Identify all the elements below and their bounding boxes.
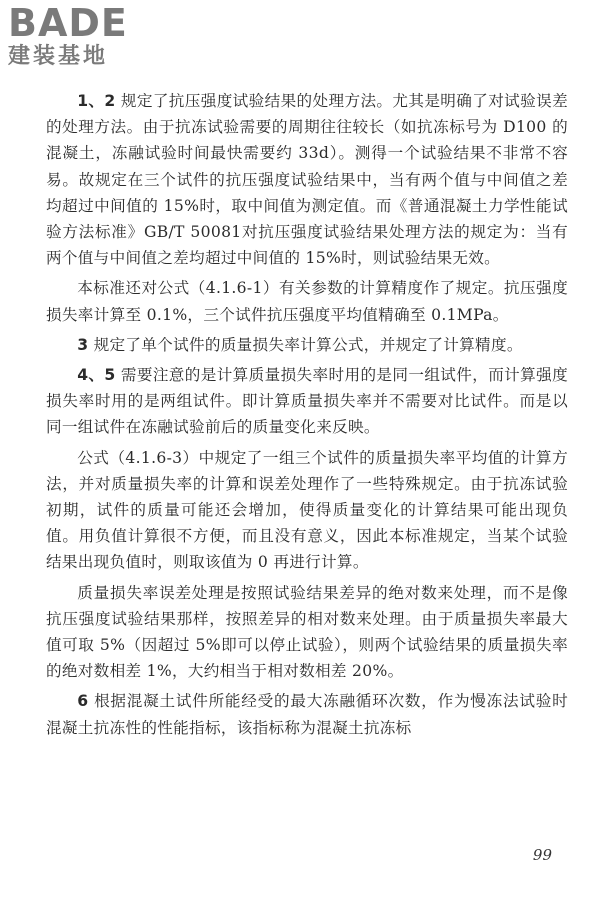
watermark-subtitle: 建装基地 <box>8 44 109 69</box>
paragraph-error-handling <box>46 580 568 685</box>
paragraph-text: 质量损失率误差处理是按照试验结果差异的绝对数来处理，而不是像抗压强度试验结果那样，按照差异的相对数来处理。由于质量损失率最大值可取 5%（因超过 5%即可以停止试验），则两个试验结果的质量损失率的绝对数相差 1%，大约相当于相对数相差 20%。 <box>46 583 568 681</box>
paragraph-1-2 <box>46 88 568 271</box>
paragraph-text: 公式（4.1.6-3）中规定了一组三个试件的质量损失率平均值的计算方法，并对质量损失率的计算和误差处理作了一些特殊规定。由于抗冻试验初期，试件的质量可能还会增加，使得质量变化的计算结果可能出现负值。用负值计算很不方便，而且没有意义，因此本标准规定，当某个试验结果出现负值时，则取该值为 0 再进行计算。 <box>46 448 568 572</box>
paragraph-text: 根据混凝土试件所能经受的最大冻融循环次数，作为慢冻法试验时混凝土抗冻性的性能指标，该指标称为混凝土抗冻标 <box>46 692 568 737</box>
paragraph-6 <box>46 688 568 740</box>
paragraph-4-5 <box>46 362 568 441</box>
paragraph-text: 需要注意的是计算质量损失率时用的是同一组试件，而计算强度损失率时用的是两组试件。即计算质量损失率并不需要对比试件。而是以同一组试件在冻融试验前后的质量变化来反映。 <box>46 366 568 437</box>
paragraph-text: 规定了抗压强度试验结果的处理方法。尤其是明确了对试验误差的处理方法。由于抗冻试验需要的周期往往较长（如抗冻标号为 D100 的混凝土，冻融试验时间最快需要约 33d）。测得一个试验结果不非常不容易。故规定在三个试件的抗压强度试验结果中，当有两个值与中间值之差均超过中间值的 15%时，取中间值为测定值。而《普通混凝土力学性能试验方法标准》GB/T 50081对抗压强度试验结果处理方法的规定为：当有两个值与中间值之差均超过中间值的 15%时，则试验结果无效。 <box>46 92 568 268</box>
paragraph-text: 本标准还对公式（4.1.6-1）有关参数的计算精度作了规定。抗压强度损失率计算至 0.1%，三个试件抗压强度平均值精确至 0.1MPa。 <box>46 279 568 324</box>
page-body <box>46 88 568 745</box>
clause-number: 6 <box>77 692 89 711</box>
paragraph-text: 规定了单个试件的质量损失率计算公式，并规定了计算精度。 <box>88 335 523 354</box>
watermark-brand: BADE <box>8 1 128 45</box>
paragraph-formula <box>46 445 568 576</box>
page-number: 99 <box>532 846 552 864</box>
clause-number: 4、5 <box>77 366 116 385</box>
paragraph-3 <box>46 332 568 358</box>
clause-number: 3 <box>77 335 89 354</box>
clause-number: 1、2 <box>77 92 116 110</box>
watermark-logo <box>8 1 128 69</box>
paragraph-precision <box>46 275 568 327</box>
